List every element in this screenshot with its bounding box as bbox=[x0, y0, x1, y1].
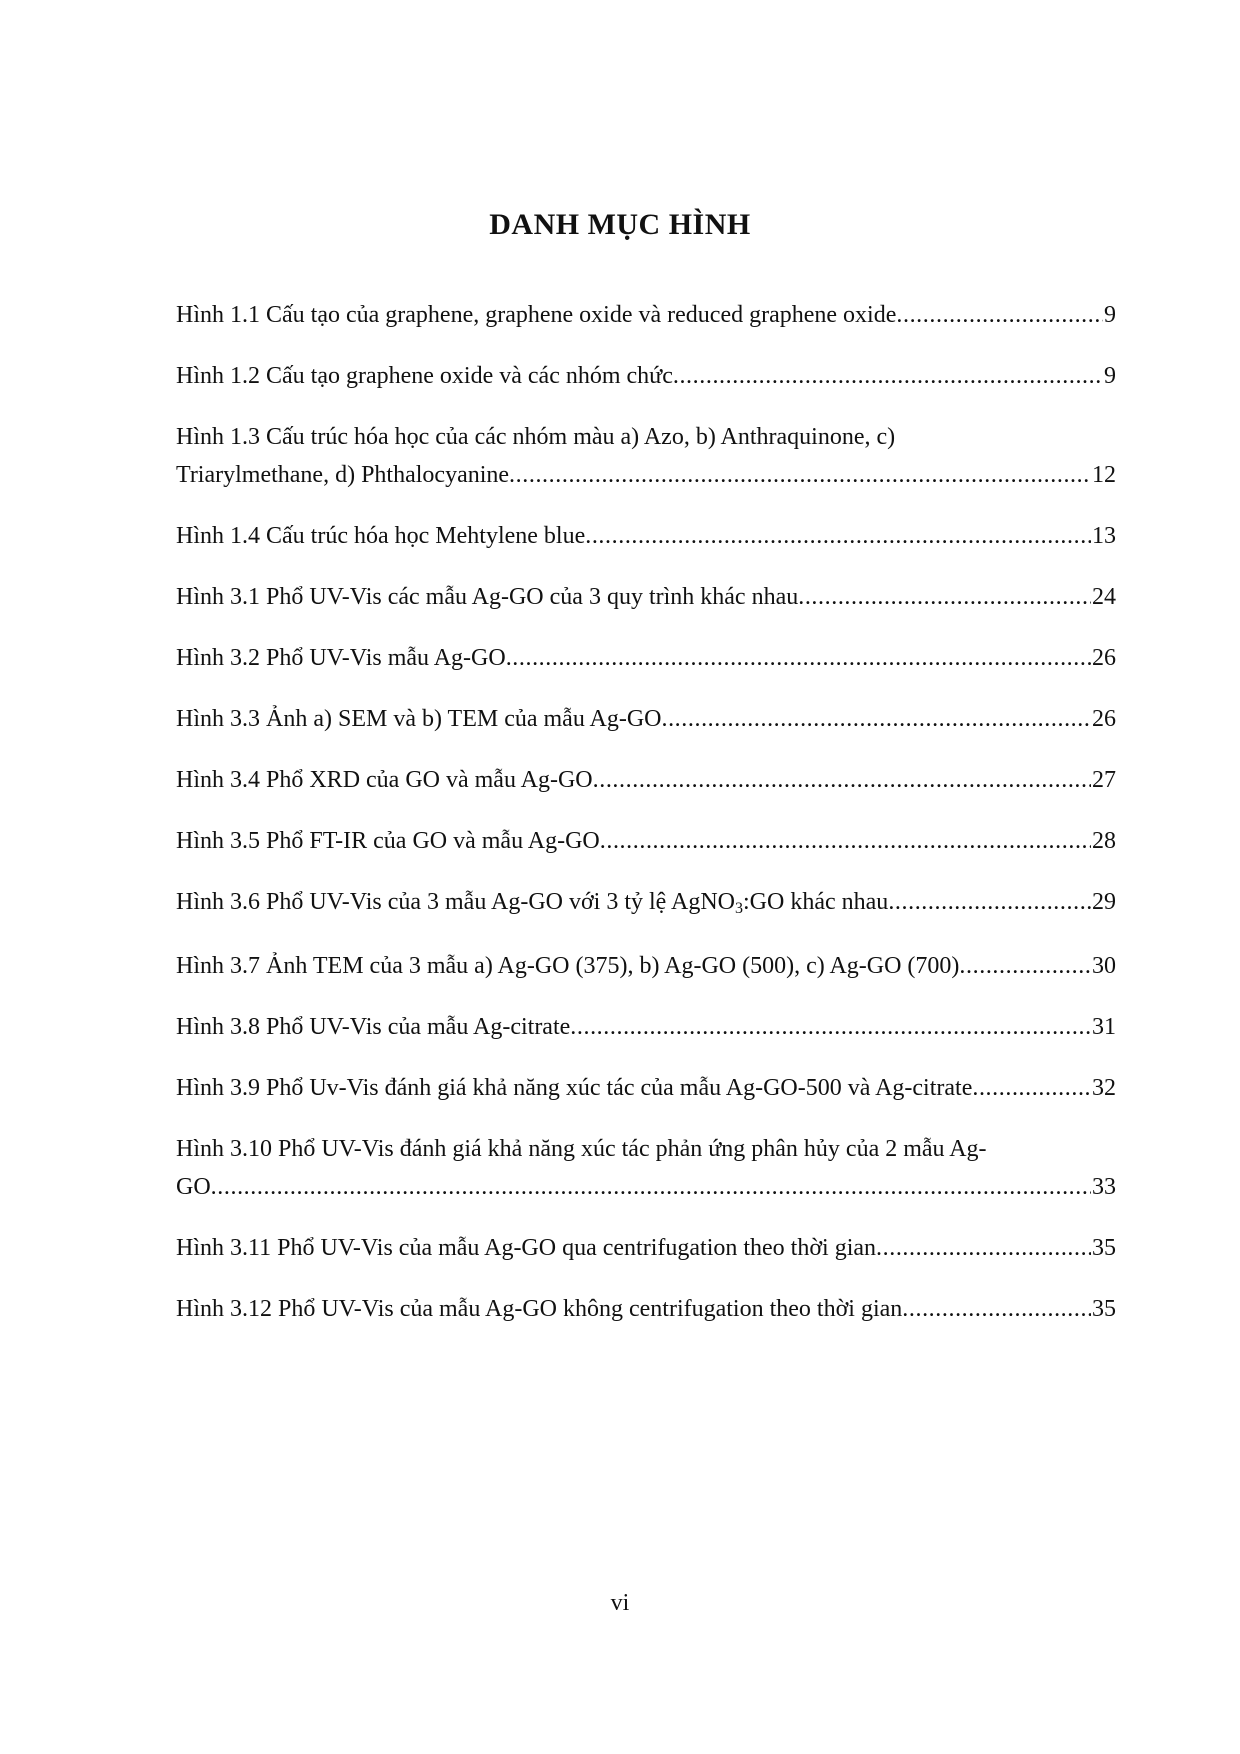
list-item bbox=[176, 1008, 1116, 1046]
leader-dots bbox=[661, 700, 1091, 738]
list-item bbox=[176, 578, 1116, 616]
entry-text: Hình 1.1 Cấu tạo của graphene, graphene oxide và reduced graphene oxide bbox=[176, 302, 897, 328]
leader-dots bbox=[888, 883, 1091, 921]
leader-dots bbox=[593, 761, 1091, 799]
entry-text: Hình 3.8 Phổ UV-Vis của mẫu Ag-citrate bbox=[176, 1014, 571, 1040]
list-item bbox=[176, 1069, 1116, 1107]
entry-text: Hình 3.11 Phổ UV-Vis của mẫu Ag-GO qua centrifugation theo thời gian bbox=[176, 1235, 877, 1261]
entry-page: 35 bbox=[1092, 1296, 1116, 1322]
list-item bbox=[176, 700, 1116, 738]
entry-page: 12 bbox=[1092, 462, 1116, 488]
entry-text: Hình 3.1 Phổ UV-Vis các mẫu Ag-GO của 3 quy trình khác nhau bbox=[176, 584, 799, 610]
leader-dots bbox=[570, 1008, 1091, 1046]
leader-dots bbox=[972, 1069, 1091, 1107]
subscript: 3 bbox=[735, 900, 744, 917]
entry-text-line1: Hình 3.10 Phổ UV-Vis đánh giá khả năng xúc tác phản ứng phân hủy của 2 mẫu Ag- bbox=[176, 1136, 987, 1162]
entry-page: 28 bbox=[1092, 828, 1116, 854]
figure-list bbox=[176, 296, 1116, 1351]
entry-page: 26 bbox=[1092, 645, 1116, 671]
entry-text bbox=[176, 883, 888, 924]
entry-text: Hình 3.5 Phổ FT-IR của GO và mẫu Ag-GO bbox=[176, 828, 600, 854]
leader-dots bbox=[506, 639, 1091, 677]
list-item bbox=[176, 947, 1116, 985]
entry-page: 33 bbox=[1092, 1174, 1116, 1200]
leader-dots bbox=[798, 578, 1091, 616]
entry-text: Hình 3.12 Phổ UV-Vis của mẫu Ag-GO không centrifugation theo thời gian bbox=[176, 1296, 903, 1322]
entry-text: Hình 3.7 Ảnh TEM của 3 mẫu a) Ag-GO (375), b) Ag-GO (500), c) Ag-GO (700) bbox=[176, 953, 960, 979]
list-item bbox=[176, 761, 1116, 799]
entry-text: Triarylmethane, d) Phthalocyanine bbox=[176, 462, 510, 488]
entry-text: Hình 3.2 Phổ UV-Vis mẫu Ag-GO bbox=[176, 645, 506, 671]
list-item bbox=[176, 639, 1116, 677]
list-item bbox=[176, 418, 1116, 494]
leader-dots bbox=[509, 456, 1091, 494]
entry-text-line1: Hình 1.3 Cấu trúc hóa học của các nhóm màu a) Azo, b) Anthraquinone, c) bbox=[176, 424, 896, 450]
entry-page: 27 bbox=[1092, 767, 1116, 793]
entry-text: Hình 1.2 Cấu tạo graphene oxide và các nhóm chức bbox=[176, 363, 673, 389]
entry-page: 30 bbox=[1092, 953, 1116, 979]
list-item bbox=[176, 1130, 1116, 1206]
leader-dots bbox=[673, 357, 1103, 395]
list-item bbox=[176, 822, 1116, 860]
leader-dots bbox=[600, 822, 1091, 860]
entry-text: Hình 3.4 Phổ XRD của GO và mẫu Ag-GO bbox=[176, 767, 593, 793]
leader-dots bbox=[959, 947, 1091, 985]
entry-page: 26 bbox=[1092, 706, 1116, 732]
list-item bbox=[176, 296, 1116, 334]
list-item bbox=[176, 517, 1116, 555]
list-item bbox=[176, 1229, 1116, 1267]
entry-page: 9 bbox=[1104, 302, 1116, 328]
leader-dots bbox=[585, 517, 1091, 555]
entry-text: Hình 3.9 Phổ Uv-Vis đánh giá khả năng xúc tác của mẫu Ag-GO-500 và Ag-citrate bbox=[176, 1075, 973, 1101]
list-item bbox=[176, 357, 1116, 395]
list-item bbox=[176, 1290, 1116, 1328]
page-title: DANH MỤC HÌNH bbox=[489, 208, 751, 241]
entry-text: Hình 3.3 Ảnh a) SEM và b) TEM của mẫu Ag-GO bbox=[176, 706, 662, 732]
entry-text: GO bbox=[176, 1174, 211, 1200]
leader-dots bbox=[211, 1168, 1091, 1206]
list-item bbox=[176, 883, 1116, 924]
entry-text-before: Hình 3.6 Phổ UV-Vis của 3 mẫu Ag-GO với 3 tỷ lệ AgNO bbox=[176, 889, 736, 915]
leader-dots bbox=[896, 296, 1103, 334]
entry-page: 9 bbox=[1104, 363, 1116, 389]
entry-page: 31 bbox=[1092, 1014, 1116, 1040]
entry-text: Hình 1.4 Cấu trúc hóa học Mehtylene blue bbox=[176, 523, 586, 549]
entry-text-after: :GO khác nhau bbox=[743, 889, 889, 915]
leader-dots bbox=[902, 1290, 1091, 1328]
leader-dots bbox=[876, 1229, 1091, 1267]
entry-page: 32 bbox=[1092, 1075, 1116, 1101]
page-number: vi bbox=[610, 1590, 630, 1616]
entry-page: 13 bbox=[1092, 523, 1116, 549]
entry-page: 35 bbox=[1092, 1235, 1116, 1261]
entry-page: 24 bbox=[1092, 584, 1116, 610]
entry-page: 29 bbox=[1092, 889, 1116, 915]
